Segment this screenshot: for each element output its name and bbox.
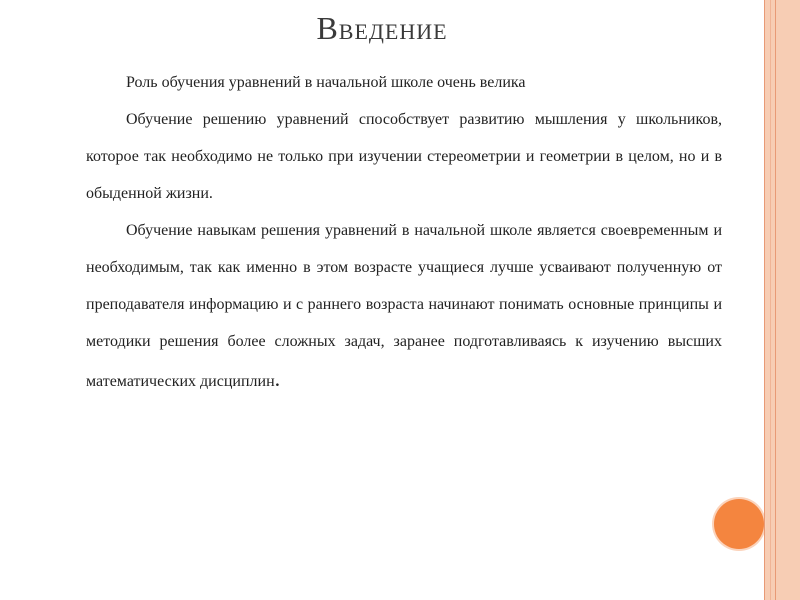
slide-body	[86, 64, 722, 400]
paragraph-2: Обучение решению уравнений способствует развитию мышления у школьников, которое так необходимо не только при изучении стереометрии и геометрии в целом, но и в обыденной жизни.	[86, 111, 722, 202]
paragraph-3-text: Обучение навыкам решения уравнений в начальной школе является своевременным и необходимым, так как именно в этом возрасте учащиеся лучше усваивают полученную от преподавателя информацию и с раннего возраста начинают понимать основные принципы и методики решения более сложных задач, заранее подготавливаясь к изучению высших математических дисциплин	[86, 222, 722, 390]
frame-line-3	[775, 0, 776, 600]
paragraph-3-period: .	[274, 366, 281, 391]
slide-title: Введение	[316, 10, 448, 46]
frame-line-2	[770, 0, 771, 600]
paragraph-3	[86, 212, 722, 400]
frame-line-1	[764, 0, 765, 600]
decorative-circle	[714, 499, 764, 549]
paragraph-1: Роль обучения уравнений в начальной школе очень велика	[126, 74, 526, 91]
